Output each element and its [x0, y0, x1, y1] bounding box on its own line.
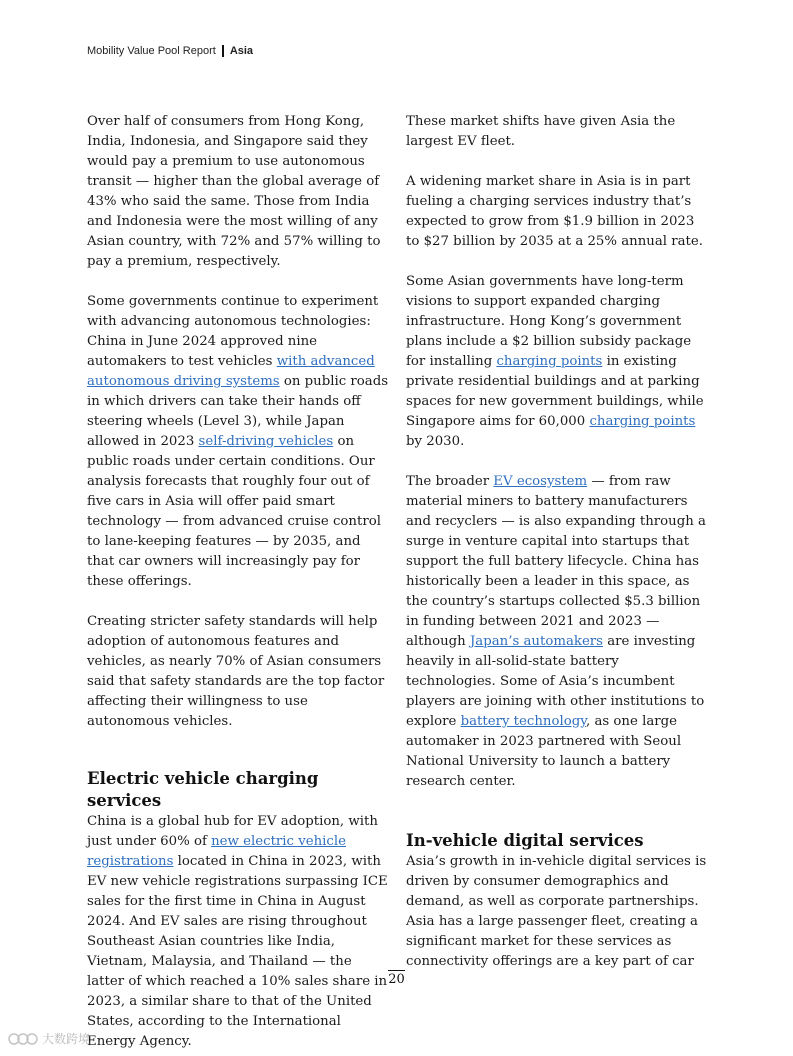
paragraph-china-ev-hub [87, 812, 389, 1052]
heading-in-vehicle-digital-services: In-vehicle digital services [406, 831, 644, 850]
link-japans-automakers[interactable]: Japan’s automakers [469, 634, 603, 649]
page-number-text: 20 [388, 972, 405, 987]
watermark-logo-icon [8, 1031, 38, 1047]
text-span: on public roads in which drivers can take their hands off steering wheels (Level 3), while Japan allowed in 2023 [87, 374, 389, 449]
text-span: , as one large automaker in 2023 partnered with Seoul National University to launch a battery research center. [406, 714, 682, 789]
report-title: Mobility Value Pool Report [87, 45, 216, 57]
text-span: — from raw material miners to battery manufacturers and recyclers — is also expanding through a surge in venture capital into startups that support the full battery lifecycle. China has historically been a leader in this space, as the country’s startups collected $5.3 billion in funding between 2021 and 2023 — although [406, 474, 706, 649]
paragraph-largest-ev-fleet: These market shifts have given Asia the largest EV fleet. [406, 114, 676, 149]
watermark [8, 1030, 90, 1047]
text-span: Some governments continue to experiment with advancing autonomous technologies: China in June 2024 approved nine automakers to test vehicles [87, 294, 379, 369]
paragraph-autonomous-testing [87, 292, 389, 592]
heading-ev-charging-services: Electric vehicle charging services [87, 769, 319, 810]
paragraph-charging-industry-growth: A widening market share in Asia is in part fueling a charging services industry that’s expected to grow from $1.9 billion in 2023 to $27 billion by 2035 at a 25% annual rate. [406, 174, 703, 249]
text-span: located in China in 2023, with EV new vehicle registrations surpassing ICE sales for the first time in China in August 2024. And EV sales are rising throughout Southeast Asian countries like India, Vietnam, Malaysia, and Thailand — the latter of which reached a 10% sales share in 2023, a similar share to that of the United States, according to the International Energy Agency. [87, 854, 388, 1049]
link-ev-ecosystem[interactable]: EV ecosystem [493, 474, 588, 489]
link-new-ev-registrations[interactable]: new electric vehicle registrations [87, 834, 346, 869]
link-battery-technology[interactable]: battery technology [460, 714, 586, 729]
text-span: The broader [406, 474, 494, 489]
running-header [87, 45, 253, 57]
watermark-text: 大数跨境 [42, 1032, 91, 1046]
section-label: Asia [229, 45, 254, 57]
left-column [87, 112, 389, 1052]
text-span: are investing heavily in all-solid-state battery technologies. Some of Asia’s incumbent players are joining with other institutions to explore [406, 634, 705, 729]
text-span: China is a global hub for EV adoption, with just under 60% of [87, 814, 378, 849]
text-span: Some Asian governments have long-term visions to support expanded charging infrastructure. Hong Kong’s government plans include a $2 billion subsidy package for installing [406, 274, 692, 369]
paragraph-safety-standards: Creating stricter safety standards will help adoption of autonomous features and vehicles, as nearly 70% of Asian consumers said that safety standards are the top factor affecting their willingness to use autonomous vehicles. [87, 614, 385, 729]
text-span: on public roads under certain conditions. Our analysis forecasts that roughly four out of five cars in Asia will offer paid smart technology — from advanced cruise control to lane-keeping features — by 2035, and that car owners will increasingly pay for these offerings. [87, 434, 381, 589]
paragraph-ev-ecosystem [406, 472, 708, 792]
link-charging-points-singapore[interactable]: charging points [589, 414, 696, 429]
link-charging-points[interactable]: charging points [496, 354, 603, 369]
link-self-driving-vehicles[interactable]: self-driving vehicles [198, 434, 334, 449]
link-advanced-autonomous-driving[interactable]: with advanced autonomous driving systems [87, 354, 375, 389]
header-divider [222, 45, 224, 57]
paragraph-digital-services-growth: Asia’s growth in in-vehicle digital services is driven by consumer demographics and demand, as well as corporate partnerships. Asia has a large passenger fleet, creating a significant market for these services as connectivity offerings are a key part of car [406, 854, 707, 969]
paragraph-government-visions [406, 272, 708, 452]
text-span: in existing private residential buildings and at parking spaces for new government buildings, while Singapore aims for 60,000 [406, 354, 704, 429]
text-span: by 2030. [406, 434, 465, 449]
paragraph-consumer-premium: Over half of consumers from Hong Kong, India, Indonesia, and Singapore said they would pay a premium to use autonomous transit — higher than the global average of 43% who said the same. Those from India and Indonesia were the most willing of any Asian country, with 72% and 57% willing to pay a premium, respectively. [87, 114, 381, 269]
page-number [0, 972, 793, 987]
right-column [406, 112, 708, 972]
